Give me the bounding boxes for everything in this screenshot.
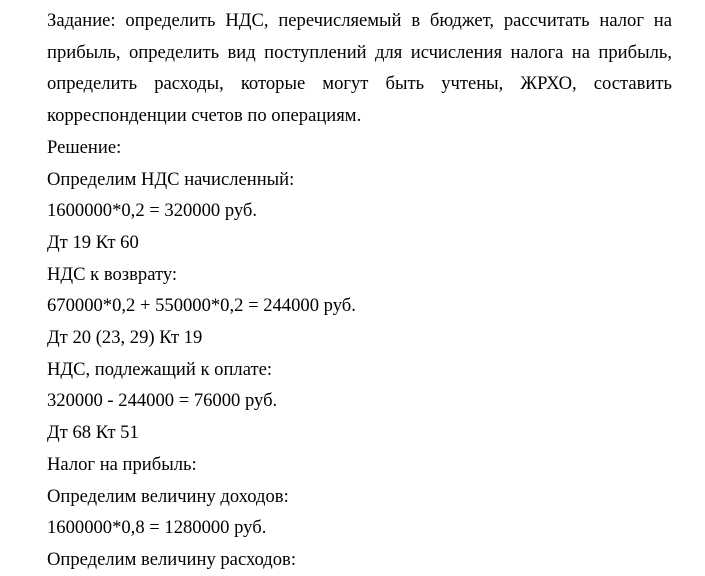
account-entry: Дт 20 (23, 29) Кт 19 [47,327,203,349]
expenses-heading: Определим величину расходов: [47,548,296,570]
account-entry: Дт 68 Кт 51 [47,422,139,444]
vat-charged-formula: 1600000*0,2 = 320000 руб. [47,200,258,222]
profit-tax-heading: Налог на прибыль: [47,453,197,475]
document-page [47,0,672,576]
account-entry: Дт 19 Кт 60 [47,231,139,253]
vat-charged-heading: Определим НДС начисленный: [47,168,295,190]
vat-refund-heading: НДС к возврату: [47,263,178,285]
income-heading: Определим величину доходов: [47,485,289,507]
vat-payable-formula: 320000 - 244000 = 76000 руб. [47,390,278,412]
income-formula: 1600000*0,8 = 1280000 руб. [47,517,267,539]
vat-refund-formula: 670000*0,2 + 550000*0,2 = 244000 руб. [47,295,356,317]
solution-heading: Решение: [47,136,122,158]
task-paragraph: Задание: определить НДС, перечисляемый в бюджет, рассчитать налог на прибыль, определить вид поступлений для исчисления налога на прибыль, определить расходы, которые могут быть учтены, ЖРХО, составить корреспонденции счетов по операциям. [47,10,672,127]
vat-payable-heading: НДС, подлежащий к оплате: [47,358,273,380]
